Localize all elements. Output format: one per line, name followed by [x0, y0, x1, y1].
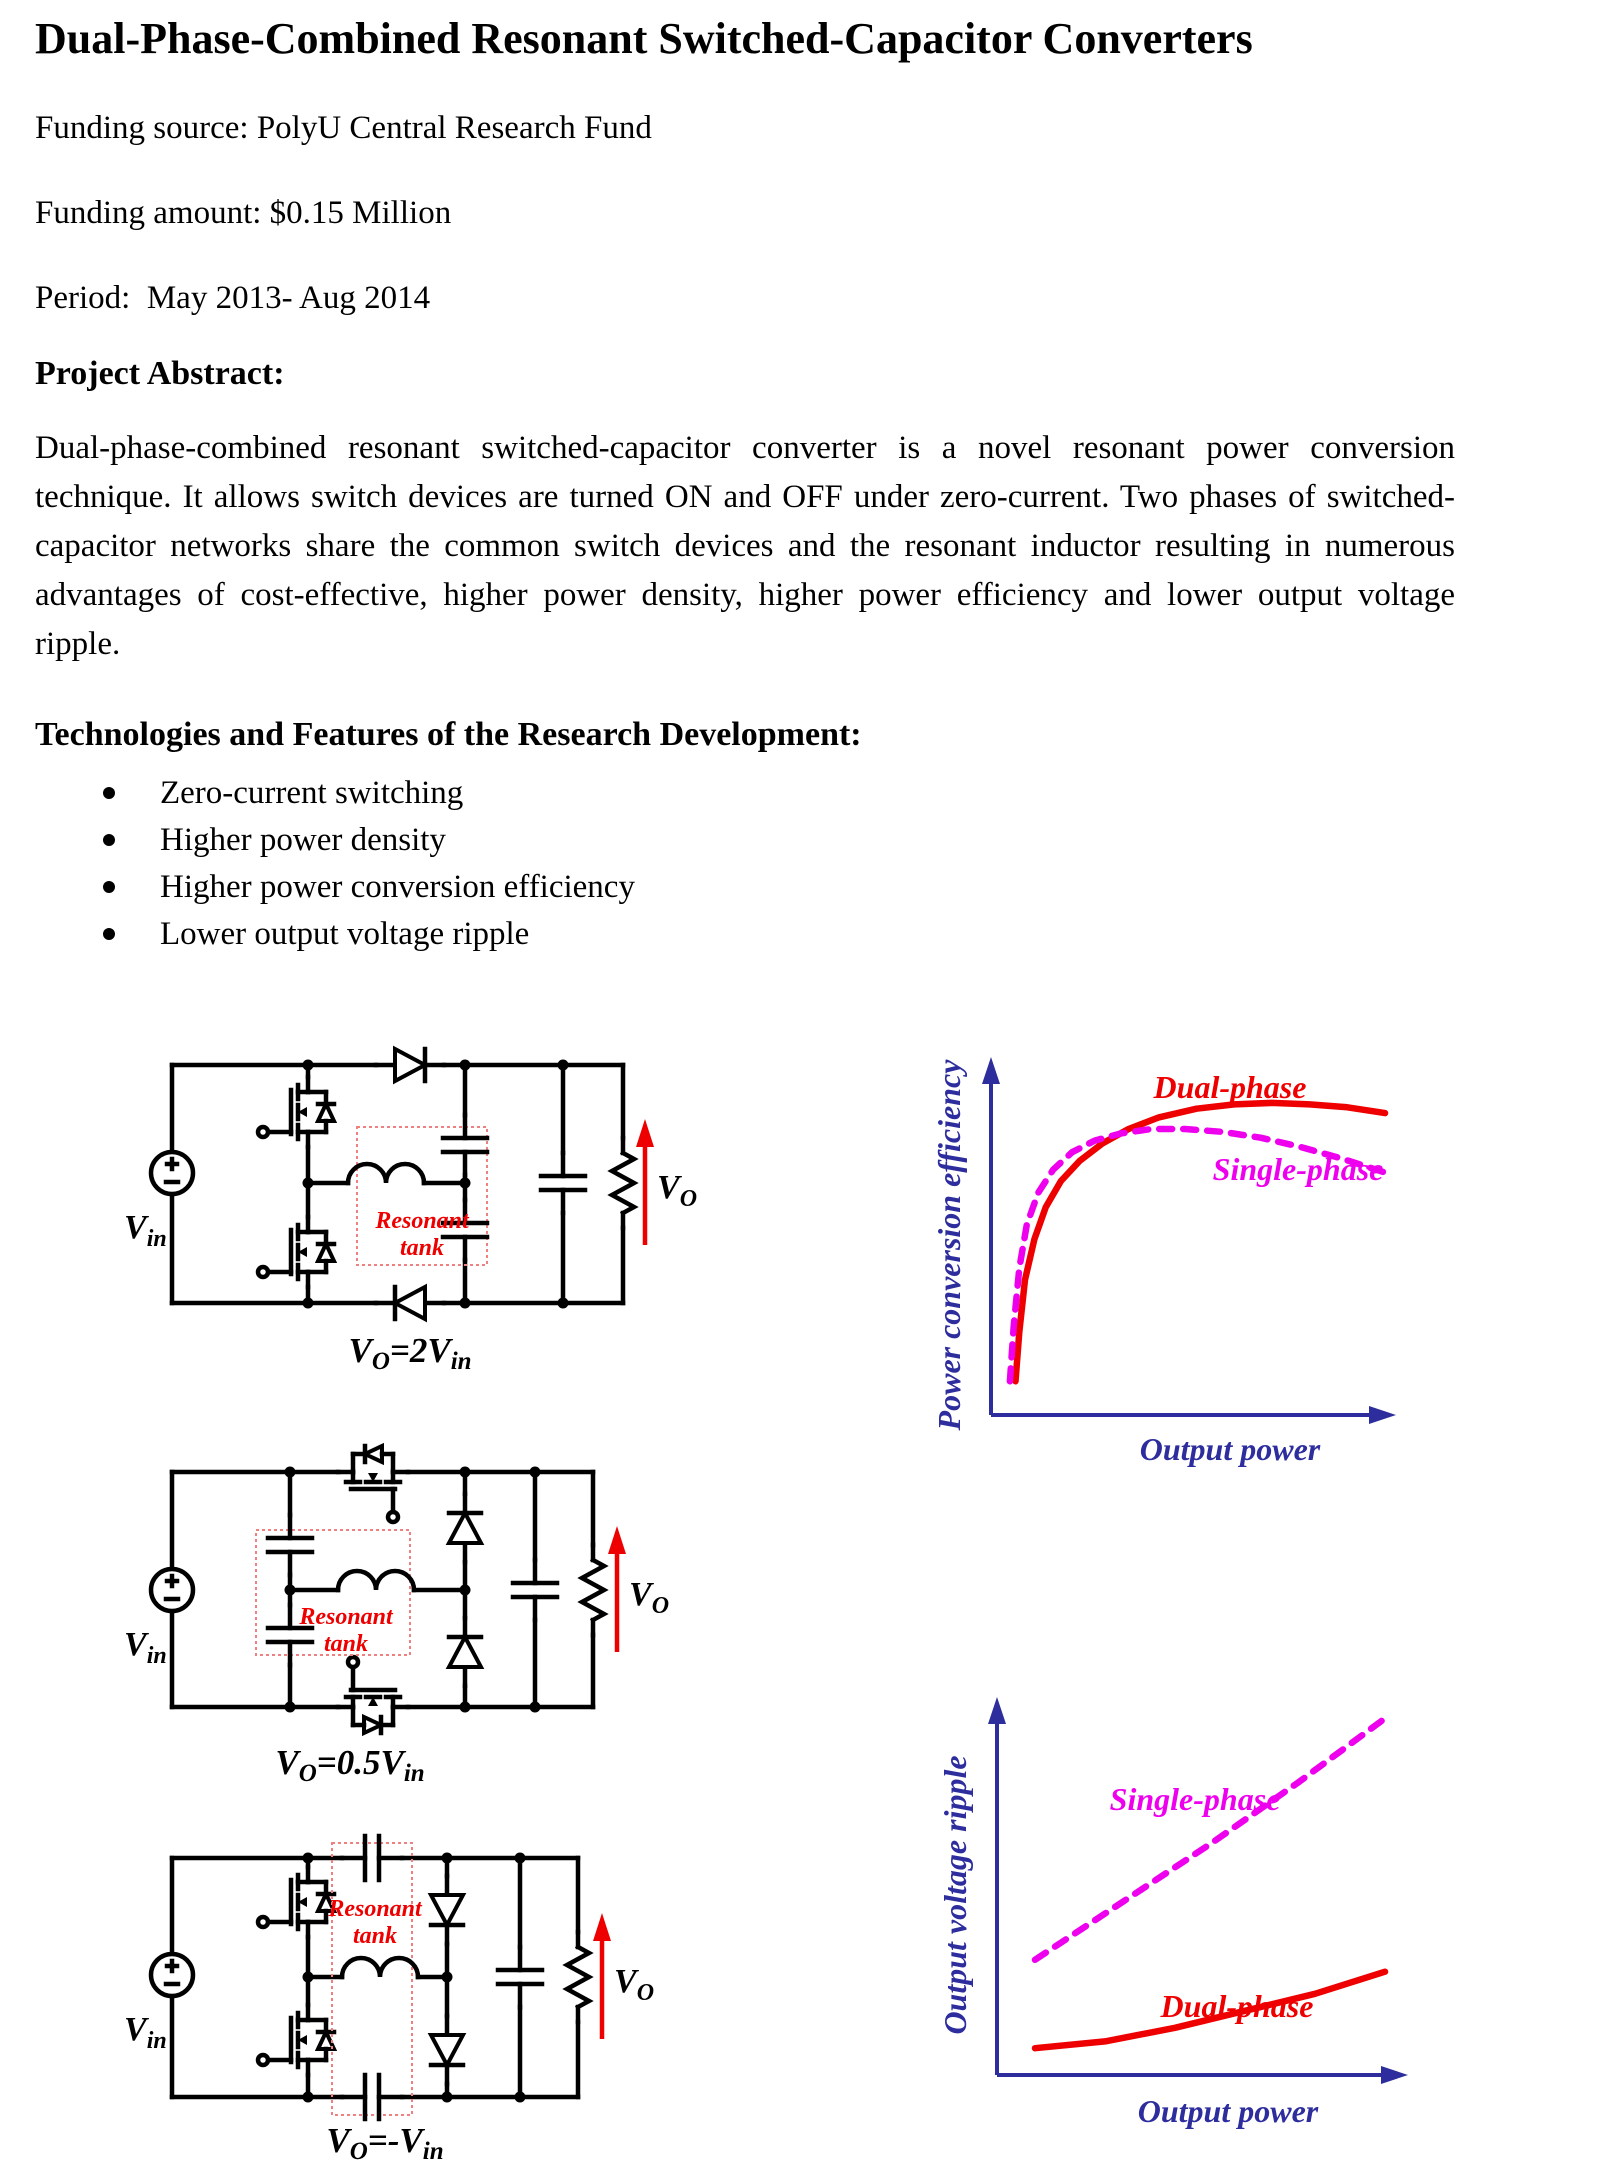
x-axis-arrow-icon — [1381, 2066, 1408, 2084]
chart-ripple-vs-power — [930, 1660, 1490, 2160]
capacitor-icon — [513, 1560, 557, 1620]
y-axis — [982, 1057, 1000, 1415]
resistor-icon — [612, 1138, 634, 1228]
resonant-tank-label: tank — [352, 1923, 398, 1949]
circuit-formula: $V_O=2V_{in}$ — [348, 1331, 472, 1375]
features-heading: Technologies and Features of the Research Development: — [35, 716, 862, 753]
output-voltage-arrow — [636, 1119, 654, 1245]
mosfet-icon — [258, 1867, 334, 1937]
diode-icon — [431, 2016, 463, 2084]
x-axis — [997, 2066, 1408, 2084]
inductor-icon — [342, 1958, 418, 1977]
circuit-diagram-inverting — [88, 1840, 708, 2175]
circuit-diagram-step-down — [88, 1440, 708, 1785]
output-voltage-arrow — [608, 1526, 626, 1652]
page-title: Dual-Phase-Combined Resonant Switched-Capacitor Converters — [35, 14, 1253, 63]
feature-item: Zero-current switching — [35, 770, 635, 817]
vin-label: $V_{in}$ — [124, 1209, 167, 1252]
resonant-tank-label: tank — [399, 1235, 445, 1261]
circuit-formula: $V_O=-V_{in}$ — [326, 2121, 444, 2165]
diode-icon — [376, 1287, 444, 1319]
feature-item: Higher power conversion efficiency — [35, 864, 635, 911]
y-axis-arrow-icon — [982, 1057, 1000, 1084]
dual-phase-label: Dual-phase — [1153, 1069, 1307, 1105]
resistor-icon — [567, 1932, 589, 2022]
diode-icon — [449, 1494, 481, 1562]
vo-label: $V_O$ — [629, 1576, 670, 1619]
resonant-tank-label: Resonant — [328, 1896, 422, 1922]
y-axis — [988, 1697, 1006, 2075]
period-line: Period: May 2013- Aug 2014 — [35, 280, 431, 316]
vin-label: $V_{in}$ — [124, 1626, 167, 1669]
resonant-tank-label: Resonant — [375, 1208, 469, 1234]
feature-item: Lower output voltage ripple — [35, 911, 635, 958]
capacitor-icon — [498, 1947, 542, 2007]
capacitor-icon — [541, 1153, 585, 1213]
mosfet-icon — [338, 1446, 408, 1522]
dual-phase-label: Dual-phase — [1160, 1988, 1314, 2024]
single-phase-label: Single-phase — [1109, 1781, 1281, 1817]
voltage-source-icon — [151, 1954, 193, 1996]
feature-item: Higher power density — [35, 817, 635, 864]
single-phase-label: Single-phase — [1212, 1151, 1384, 1187]
vin-label: $V_{in}$ — [124, 2011, 167, 2054]
resonant-tank-label: Resonant — [299, 1604, 393, 1630]
voltage-source-icon — [151, 1152, 193, 1194]
x-axis — [991, 1406, 1396, 1424]
y-axis-arrow-icon — [988, 1697, 1006, 1724]
x-axis-label: Output power — [1139, 1431, 1321, 1467]
voltage-source-icon — [151, 1569, 193, 1611]
inductor-icon — [348, 1164, 424, 1183]
abstract-paragraph: Dual-phase-combined resonant switched-capacitor converter is a novel resonant power conversion technique. It allows switch devices are turned ON and OFF under zero-current. Two phases of switched-capacitor networks share the common switch devices and the resonant inductor resulting in numerous advantages of cost-effective, higher power density, higher power efficiency and lower output voltage ripple. — [35, 430, 1455, 662]
circuit-wires — [172, 1065, 623, 1303]
mosfet-icon — [258, 1077, 334, 1147]
y-axis-label: Output voltage ripple — [937, 1755, 973, 2035]
diode-icon — [431, 1876, 463, 1944]
vo-label: $V_O$ — [614, 1963, 655, 2006]
curve-single-phase — [1035, 1718, 1385, 1959]
resistor-icon — [582, 1545, 604, 1635]
capacitor-icon — [342, 2075, 402, 2119]
funding-amount-line: Funding amount: $0.15 Million — [35, 195, 452, 231]
mosfet-icon — [258, 2005, 334, 2075]
abstract-heading: Project Abstract: — [35, 355, 285, 392]
chart-efficiency-vs-power — [930, 1000, 1490, 1485]
circuit-diagram-step-up — [88, 1040, 708, 1375]
curve-dual-phase — [1016, 1103, 1386, 1381]
y-axis-label: Power conversion efficiency — [931, 1059, 967, 1431]
features-list — [35, 770, 635, 958]
mosfet-icon — [258, 1217, 334, 1287]
circuit-wires — [172, 1472, 593, 1707]
vo-label: $V_O$ — [657, 1169, 698, 1212]
x-axis-arrow-icon — [1369, 1406, 1396, 1424]
output-voltage-arrow — [593, 1913, 611, 2039]
resonant-tank-label: tank — [323, 1631, 369, 1657]
mosfet-icon — [338, 1657, 408, 1733]
inductor-icon — [338, 1571, 414, 1590]
diode-icon — [376, 1049, 444, 1081]
x-axis-label: Output power — [1137, 2093, 1319, 2129]
funding-source-line: Funding source: PolyU Central Research Fund — [35, 110, 652, 146]
circuit-wires — [172, 1858, 578, 2097]
diode-icon — [449, 1618, 481, 1686]
circuit-formula: $V_O=0.5V_{in}$ — [275, 1743, 425, 1787]
capacitor-icon — [268, 1515, 312, 1575]
capacitor-icon — [443, 1115, 487, 1175]
